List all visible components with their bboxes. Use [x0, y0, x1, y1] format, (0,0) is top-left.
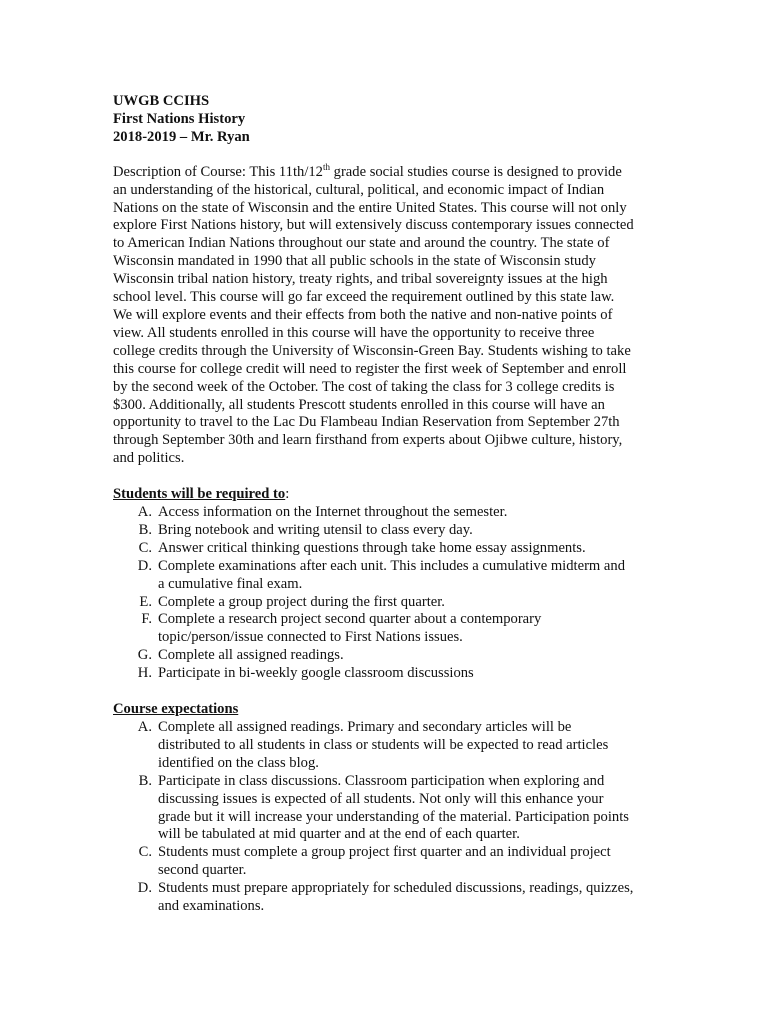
requirement-item — [113, 594, 661, 612]
school-name: UWGB CCIHS — [113, 93, 210, 109]
list-item-text — [158, 665, 661, 683]
list-item-line: topic/person/issue connected to First Nations issues. — [158, 629, 463, 646]
list-item-line: identified on the class blog. — [158, 754, 319, 771]
description-line: Wisconsin tribal nation history, treaty rights, and tribal sovereignty issues at the high — [113, 271, 608, 288]
description-line: school level. This course will go far exceed the requirement outlined by this state law. — [113, 289, 615, 306]
requirement-item — [113, 665, 661, 683]
description-text: Description of Course: This 11th/12 — [113, 163, 323, 180]
list-marker: B. — [138, 521, 152, 538]
list-item-line: Complete all assigned readings. — [158, 647, 344, 664]
list-item-line: will be tabulated at mid quarter and at the end of each quarter. — [158, 826, 520, 843]
list-marker: A. — [137, 504, 152, 521]
requirements-section — [113, 486, 661, 683]
description-first-line — [113, 161, 661, 182]
expectation-item — [113, 773, 661, 845]
list-item-text — [158, 522, 661, 540]
list-item-line: Complete a group project during the first quarter. — [158, 593, 445, 610]
course-description — [113, 161, 661, 468]
list-item-text — [158, 647, 661, 665]
list-item-line: Answer critical thinking questions through take home essay assignments. — [158, 539, 586, 556]
requirements-list — [113, 504, 661, 683]
list-item-text — [158, 504, 661, 522]
requirement-item — [113, 522, 661, 540]
list-marker: A. — [137, 719, 152, 735]
list-item-line: Complete a research project second quarter about a contemporary — [158, 611, 542, 628]
list-item-text — [158, 773, 661, 845]
list-item-line: grade but it will increase your understanding of the material. Participation points — [158, 808, 629, 825]
list-item-text — [158, 719, 661, 773]
requirements-heading — [113, 486, 661, 504]
list-marker: G. — [137, 647, 152, 664]
expectations-list — [113, 719, 661, 916]
expectation-item — [113, 844, 661, 880]
list-item-text — [158, 611, 661, 647]
list-marker: B. — [138, 772, 152, 789]
expectation-item — [113, 880, 661, 916]
list-marker: C. — [138, 539, 152, 556]
description-line: opportunity to travel to the Lac Du Flambeau Indian Reservation from September 27th — [113, 414, 620, 431]
description-line: to American Indian Nations throughout our state and around the country. The state of — [113, 235, 610, 252]
requirement-item — [113, 504, 661, 522]
list-item-line: a cumulative final exam. — [158, 575, 303, 592]
requirement-item — [113, 647, 661, 665]
description-line: We will explore events and their effects from both the native and non-native points of — [113, 306, 613, 323]
description-line: Wisconsin mandated in 1990 that all public schools in the state of Wisconsin study — [113, 253, 596, 270]
list-item-text — [158, 880, 661, 916]
description-lines — [113, 182, 661, 469]
list-item-line: Access information on the Internet throughout the semester. — [158, 504, 508, 521]
description-line: Nations on the state of Wisconsin and the entire United States. This course will not only — [113, 199, 627, 216]
description-line: an understanding of the historical, cultural, political, and economic impact of Indian — [113, 181, 605, 198]
list-marker: D. — [137, 557, 152, 574]
requirement-item — [113, 558, 661, 594]
list-item-line: distributed to all students in class or students will be expected to read articles — [158, 736, 609, 753]
list-marker: E. — [139, 593, 152, 610]
expectations-heading-text: Course expectations — [113, 701, 239, 718]
superscript-th: th — [322, 161, 330, 172]
list-item-line: Students must prepare appropriately for scheduled discussions, readings, quizzes, — [158, 880, 634, 897]
list-marker: H. — [137, 665, 152, 682]
list-marker: F. — [141, 611, 152, 628]
description-line: this course for college credit will need to register the first week of September and enroll — [113, 360, 627, 377]
list-item-line: second quarter. — [158, 862, 247, 879]
list-item-text — [158, 594, 661, 612]
description-line: by the second week of the October. The cost of taking the class for 3 college credits is — [113, 378, 615, 395]
description-line: view. All students enrolled in this course will have the opportunity to receive three — [113, 324, 595, 341]
list-marker: C. — [138, 844, 152, 861]
description-line: explore First Nations history, but will extensively discuss contemporary issues connected — [113, 217, 634, 234]
course-title: First Nations History — [113, 110, 246, 127]
list-item-line: discussing issues is expected of all students. Not only will this enhance your — [158, 790, 604, 807]
expectations-section — [113, 701, 661, 916]
year-teacher: 2018-2019 – Mr. Ryan — [113, 128, 250, 145]
list-item-line: Participate in bi-weekly google classroom discussions — [158, 665, 474, 682]
list-item-line: Complete examinations after each unit. This includes a cumulative midterm and — [158, 557, 625, 574]
description-text: grade social studies course is designed to provide — [330, 163, 622, 180]
requirements-heading-text: Students will be required to — [113, 486, 286, 503]
description-line: $300. Additionally, all students Prescott students enrolled in this course will have an — [113, 396, 605, 413]
description-line: and politics. — [113, 450, 185, 467]
list-item-line: Bring notebook and writing utensil to class every day. — [158, 521, 473, 538]
list-item-line: and examinations. — [158, 898, 265, 915]
requirement-item — [113, 611, 661, 647]
requirement-item — [113, 540, 661, 558]
document-header — [113, 93, 661, 147]
list-item-text — [158, 540, 661, 558]
description-line: college credits through the University of Wisconsin-Green Bay. Students wishing to take — [113, 342, 631, 359]
list-item-line: Complete all assigned readings. Primary and secondary articles will be — [158, 719, 572, 735]
expectations-heading — [113, 701, 661, 719]
list-marker: D. — [137, 880, 152, 897]
page-content — [113, 93, 661, 916]
list-item-text — [158, 558, 661, 594]
expectation-item — [113, 719, 661, 773]
list-item-line: Participate in class discussions. Classroom participation when exploring and — [158, 772, 605, 789]
list-item-text — [158, 844, 661, 880]
description-line: through September 30th and learn firsthand from experts about Ojibwe culture, history, — [113, 432, 623, 449]
list-item-line: Students must complete a group project first quarter and an individual project — [158, 844, 611, 861]
requirements-heading-colon: : — [285, 486, 290, 503]
